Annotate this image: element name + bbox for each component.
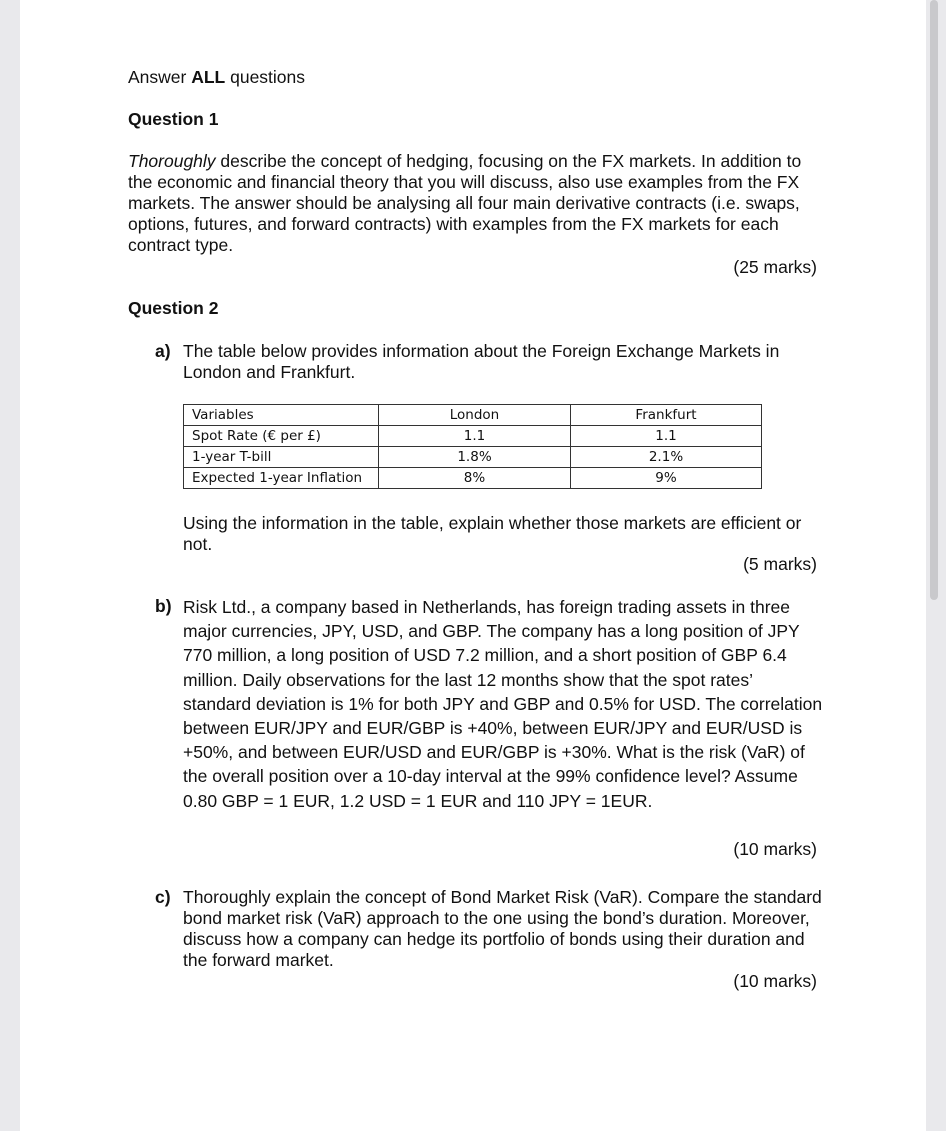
instructions-prefix: Answer: [128, 67, 192, 87]
part-a-label: a): [155, 341, 171, 361]
table-header-row: [184, 405, 762, 426]
table-cell: Spot Rate (€ per £): [184, 426, 379, 447]
table-cell: 9%: [571, 468, 762, 489]
question-1-title: Question 1: [128, 109, 219, 129]
part-c-marks: (10 marks): [733, 971, 817, 991]
part-c-label: c): [155, 887, 171, 907]
instructions-emphasis: ALL: [191, 67, 226, 87]
instructions-suffix: questions: [225, 67, 306, 87]
part-b-text: Risk Ltd., a company based in Netherlands, has foreign trading assets in three major currencies, JPY, USD, and GBP. The company has a long position of JPY 770 million, a long position of USD 7.2 million, and a short position of GBP 6.4 million. Daily observations for the last 12 months show that the spot rates’ standard deviation is 1% for both JPY and GBP and 0.5% for USD. The correlation between EUR/JPY and EUR/GBP is +40%, between EUR/JPY and EUR/USD is +50%, and between EUR/USD and EUR/GBP is +30%. What is the risk (VaR) of the overall position over a 10-day interval at the 99% confidence level? Assume 0.80 GBP = 1 EUR, 1.2 USD = 1 EUR and 110 JPY = 1EUR.: [183, 597, 823, 811]
table-cell: 1.8%: [379, 447, 571, 468]
question-1-body: describe the concept of hedging, focusing on the FX markets. In addition to the economic and financial theory that you will discuss, also use examples from the FX markets. The answer should be analysing all four main derivative contracts (i.e. swaps, options, futures, and forward contracts) with examples from the FX markets for each contract type.: [128, 151, 802, 255]
table-cell: 2.1%: [571, 447, 762, 468]
part-a-marks: (5 marks): [743, 554, 817, 574]
table-cell: 8%: [379, 468, 571, 489]
question-2-title: Question 2: [128, 298, 219, 318]
scrollbar[interactable]: [930, 0, 938, 600]
table-row: [184, 468, 762, 489]
instructions: [128, 67, 305, 88]
table-header-cell: London: [379, 405, 571, 426]
part-b-marks: (10 marks): [733, 839, 817, 859]
table-header-cell: Frankfurt: [571, 405, 762, 426]
question-1-text: [128, 151, 820, 256]
table-row: [184, 447, 762, 468]
table-cell: Expected 1-year Inflation: [184, 468, 379, 489]
table-cell: 1-year T-bill: [184, 447, 379, 468]
part-c-text: Thoroughly explain the concept of Bond Market Risk (VaR). Compare the standard bond market risk (VaR) approach to the one using the bond’s duration. Moreover, discuss how a company can hedge its portfolio of bonds using their duration and the forward market.: [183, 887, 822, 970]
table-cell: 1.1: [571, 426, 762, 447]
part-a-question: Using the information in the table, explain whether those markets are efficient or not.: [183, 513, 802, 554]
table-cell: 1.1: [379, 426, 571, 447]
table-row: [184, 426, 762, 447]
fx-markets-table: [183, 404, 762, 489]
part-a-intro: The table below provides information about the Foreign Exchange Markets in London and Frankfurt.: [183, 341, 780, 382]
table-header-cell: Variables: [184, 405, 379, 426]
question-1-marks: (25 marks): [733, 257, 817, 277]
question-1-italic-word: Thoroughly: [128, 151, 216, 171]
part-b-label: b): [155, 596, 172, 616]
